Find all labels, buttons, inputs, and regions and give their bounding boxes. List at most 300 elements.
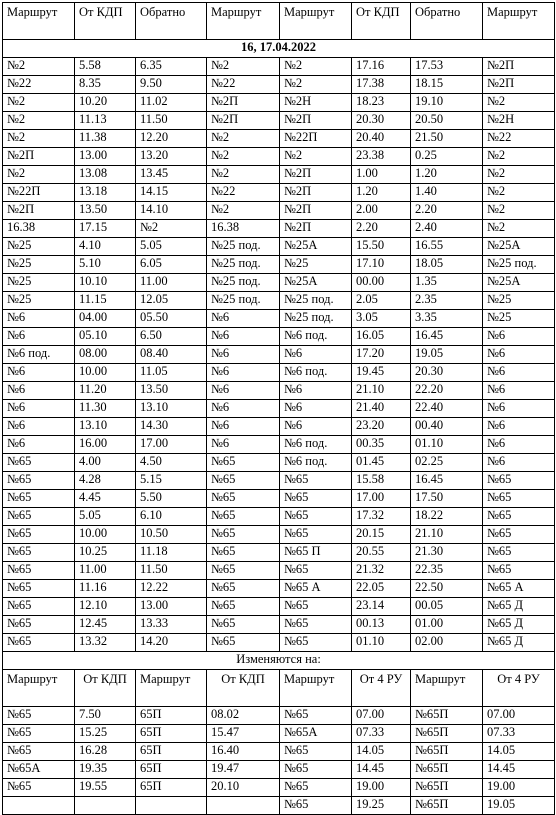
table-row-cell: 13.00 bbox=[75, 148, 136, 166]
table-row-cell: №6 bbox=[207, 310, 280, 328]
table-row bbox=[3, 76, 555, 94]
table-row-cell: 00.00 bbox=[352, 274, 411, 292]
table-row-cell: 23.14 bbox=[352, 598, 411, 616]
table-row bbox=[3, 274, 555, 292]
table-row-cell: 11.30 bbox=[75, 400, 136, 418]
table-row-cell: №2 bbox=[3, 112, 75, 130]
table-row-cell: 5.58 bbox=[75, 58, 136, 76]
table-row-cell: №25 под. bbox=[207, 292, 280, 310]
table-row bbox=[3, 454, 555, 472]
table-row-cell: 11.00 bbox=[136, 274, 207, 292]
changes-row-cell: №65 bbox=[3, 707, 75, 725]
table-row-cell: 13.08 bbox=[75, 166, 136, 184]
table-row-cell: 1.00 bbox=[352, 166, 411, 184]
table-row-cell: 11.18 bbox=[136, 544, 207, 562]
table-row-cell: 18.23 bbox=[352, 94, 411, 112]
table-row-cell: №6 под. bbox=[280, 454, 352, 472]
table-row bbox=[3, 58, 555, 76]
table-row-cell: №2П bbox=[483, 76, 555, 94]
table-row-cell: №65 bbox=[3, 544, 75, 562]
table-row-cell: №2 bbox=[3, 130, 75, 148]
table-row-cell: №2 bbox=[483, 94, 555, 112]
table-row-cell: 16.55 bbox=[411, 238, 483, 256]
table-row-cell: 12.10 bbox=[75, 598, 136, 616]
changes-row-cell: 65П bbox=[136, 707, 207, 725]
header-cell: Маршрут bbox=[3, 3, 75, 40]
table-row-cell: №6 под. bbox=[280, 364, 352, 382]
table-row-cell: 01.45 bbox=[352, 454, 411, 472]
table-row-cell: 6.50 bbox=[136, 328, 207, 346]
table-row-cell: №2П bbox=[207, 94, 280, 112]
table-row bbox=[3, 580, 555, 598]
table-row-cell: №65 bbox=[483, 472, 555, 490]
table-row-cell: 15.58 bbox=[352, 472, 411, 490]
table-row-cell: №2П bbox=[483, 58, 555, 76]
table-row-cell: №22 bbox=[207, 76, 280, 94]
table-row-cell: 10.10 bbox=[75, 274, 136, 292]
table-row-cell: 17.32 bbox=[352, 508, 411, 526]
table-row-cell: №65 bbox=[207, 472, 280, 490]
changes-row-cell bbox=[3, 797, 75, 815]
table-row bbox=[3, 634, 555, 652]
table-row-cell: №2П bbox=[280, 220, 352, 238]
table-row-cell: 08.00 bbox=[75, 346, 136, 364]
table-row-cell: 5.05 bbox=[136, 238, 207, 256]
table-row-cell: 22.35 bbox=[411, 562, 483, 580]
table-row-cell: №2П bbox=[280, 184, 352, 202]
table-row bbox=[3, 562, 555, 580]
table-row-cell: №25 под. bbox=[207, 256, 280, 274]
table-row bbox=[3, 202, 555, 220]
table-row-cell: №25 под. bbox=[280, 292, 352, 310]
table-row-cell: 6.05 bbox=[136, 256, 207, 274]
table-row-cell: 13.32 bbox=[75, 634, 136, 652]
changes-header-cell: От КДП bbox=[207, 670, 280, 707]
changes-row-cell: 19.35 bbox=[75, 761, 136, 779]
changes-row-cell: №65А bbox=[280, 725, 352, 743]
table-row-cell: №2Н bbox=[280, 94, 352, 112]
changes-row-cell: №65П bbox=[411, 725, 483, 743]
table-row-cell: 20.30 bbox=[411, 364, 483, 382]
table-row bbox=[3, 508, 555, 526]
table-row-cell: №2 bbox=[483, 184, 555, 202]
table-row-cell: 14.10 bbox=[136, 202, 207, 220]
table-row bbox=[3, 526, 555, 544]
table-row-cell: №65 bbox=[207, 454, 280, 472]
table-row-cell: №65 bbox=[280, 526, 352, 544]
table-row bbox=[3, 364, 555, 382]
table-row-cell: 4.10 bbox=[75, 238, 136, 256]
table-row-cell: №25А bbox=[483, 238, 555, 256]
table-row-cell: 4.50 bbox=[136, 454, 207, 472]
table-row-cell: №6 bbox=[3, 436, 75, 454]
table-row-cell: 20.30 bbox=[352, 112, 411, 130]
table-row-cell: 11.05 bbox=[136, 364, 207, 382]
table-row-cell: №25А bbox=[280, 274, 352, 292]
table-row-cell: 16.38 bbox=[207, 220, 280, 238]
table-row-cell: №6 bbox=[207, 364, 280, 382]
changes-caption-row bbox=[3, 652, 555, 670]
changes-row-cell: 19.25 bbox=[352, 797, 411, 815]
changes-row-cell: 14.45 bbox=[352, 761, 411, 779]
table-row-cell: 11.38 bbox=[75, 130, 136, 148]
table-row bbox=[3, 598, 555, 616]
changes-row-cell: №65 bbox=[280, 707, 352, 725]
changes-row-cell: 19.00 bbox=[352, 779, 411, 797]
table-row-cell: 02.00 bbox=[411, 634, 483, 652]
table-row bbox=[3, 436, 555, 454]
table-row-cell: №2 bbox=[207, 148, 280, 166]
changes-row-cell: №65 bbox=[3, 779, 75, 797]
table-row-cell: 3.35 bbox=[411, 310, 483, 328]
changes-row-cell: 19.55 bbox=[75, 779, 136, 797]
table-row-cell: №22П bbox=[280, 130, 352, 148]
changes-row-cell: 16.28 bbox=[75, 743, 136, 761]
table-row-cell: 01.10 bbox=[411, 436, 483, 454]
table-row-cell: №6 bbox=[3, 364, 75, 382]
table-row bbox=[3, 184, 555, 202]
table-row-cell: 21.10 bbox=[352, 382, 411, 400]
table-row-cell: №2 bbox=[207, 58, 280, 76]
table-row-cell: №25 bbox=[3, 292, 75, 310]
table-row-cell: 19.45 bbox=[352, 364, 411, 382]
table-row-cell: №65 bbox=[3, 490, 75, 508]
changes-header-cell: Маршрут bbox=[411, 670, 483, 707]
changes-row-cell: 07.00 bbox=[352, 707, 411, 725]
table-row-cell: 4.45 bbox=[75, 490, 136, 508]
table-row-cell: №2 bbox=[280, 76, 352, 94]
changes-row-cell: 20.10 bbox=[207, 779, 280, 797]
table-row-cell: 9.50 bbox=[136, 76, 207, 94]
table-row-cell: №65 П bbox=[280, 544, 352, 562]
table-row-cell: 6.10 bbox=[136, 508, 207, 526]
table-row-cell: №2П bbox=[280, 166, 352, 184]
table-row bbox=[3, 418, 555, 436]
changes-row-cell: №65П bbox=[411, 761, 483, 779]
table-row-cell: 11.02 bbox=[136, 94, 207, 112]
table-row bbox=[3, 400, 555, 418]
table-row-cell: №65 bbox=[483, 526, 555, 544]
changes-row-cell: 08.02 bbox=[207, 707, 280, 725]
table-row-cell: №65 Д bbox=[483, 634, 555, 652]
table-row-cell: №65 bbox=[207, 562, 280, 580]
table-row-cell: №65 bbox=[280, 472, 352, 490]
table-row-cell: 11.50 bbox=[136, 112, 207, 130]
changes-row-cell: 65П bbox=[136, 779, 207, 797]
table-row-cell: №25 bbox=[3, 256, 75, 274]
changes-row-cell: 14.45 bbox=[483, 761, 555, 779]
table-row-cell: №2 bbox=[207, 202, 280, 220]
table-row-cell: 11.16 bbox=[75, 580, 136, 598]
table-row-cell: №65 bbox=[3, 616, 75, 634]
table-row-cell: 18.15 bbox=[411, 76, 483, 94]
table-row-cell: 17.50 bbox=[411, 490, 483, 508]
table-row-cell: №25 bbox=[3, 274, 75, 292]
table-row-cell: №2 bbox=[280, 58, 352, 76]
table-row-cell: №2П bbox=[207, 112, 280, 130]
changes-row-cell bbox=[75, 797, 136, 815]
table-row-cell: №65 А bbox=[280, 580, 352, 598]
table-row-cell: 00.35 bbox=[352, 436, 411, 454]
table-row-cell: 10.00 bbox=[75, 526, 136, 544]
table-row-cell: №65 bbox=[280, 562, 352, 580]
table-row-cell: №6 bbox=[207, 346, 280, 364]
table-row-cell: 16.45 bbox=[411, 328, 483, 346]
table-row bbox=[3, 382, 555, 400]
table-row-cell: №6 bbox=[483, 328, 555, 346]
table-row-cell: №22 bbox=[207, 184, 280, 202]
changes-row bbox=[3, 779, 555, 797]
table-row bbox=[3, 238, 555, 256]
schedule-table bbox=[2, 2, 555, 815]
changes-row-cell: №65 bbox=[3, 743, 75, 761]
table-row-cell: №65 bbox=[207, 544, 280, 562]
header-cell: Обратно bbox=[136, 3, 207, 40]
table-row-cell: №6 bbox=[280, 382, 352, 400]
changes-row-cell: 16.40 bbox=[207, 743, 280, 761]
table-row-cell: 1.20 bbox=[352, 184, 411, 202]
table-row-cell: 16.05 bbox=[352, 328, 411, 346]
header-cell: От КДП bbox=[75, 3, 136, 40]
table-row-cell: №6 bbox=[3, 418, 75, 436]
changes-row bbox=[3, 743, 555, 761]
table-row-cell: 17.53 bbox=[411, 58, 483, 76]
table-row-cell: №65 bbox=[483, 562, 555, 580]
table-row-cell: 4.28 bbox=[75, 472, 136, 490]
table-row bbox=[3, 544, 555, 562]
table-row-cell: 2.35 bbox=[411, 292, 483, 310]
table-row-cell: 1.20 bbox=[411, 166, 483, 184]
changes-header-cell: Маршрут bbox=[280, 670, 352, 707]
changes-row-cell: 7.50 bbox=[75, 707, 136, 725]
table-row-cell: №25 bbox=[483, 292, 555, 310]
table-row-cell: 12.20 bbox=[136, 130, 207, 148]
table-row bbox=[3, 130, 555, 148]
table-row-cell: 5.10 bbox=[75, 256, 136, 274]
table-row-cell: №2 bbox=[280, 148, 352, 166]
table-row-cell: 14.20 bbox=[136, 634, 207, 652]
table-row-cell: №2 bbox=[3, 94, 75, 112]
changes-row-cell: 15.25 bbox=[75, 725, 136, 743]
table-row-cell: №2 bbox=[3, 166, 75, 184]
table-row-cell: №65 bbox=[3, 634, 75, 652]
table-row-cell: 2.40 bbox=[411, 220, 483, 238]
table-row-cell: №2 bbox=[483, 220, 555, 238]
table-row-cell: №6 bbox=[483, 454, 555, 472]
table-row-cell: 20.50 bbox=[411, 112, 483, 130]
table-row-cell: 16.45 bbox=[411, 472, 483, 490]
table-row bbox=[3, 166, 555, 184]
table-row-cell: №65 bbox=[483, 508, 555, 526]
table-row-cell: 1.35 bbox=[411, 274, 483, 292]
table-row-cell: 1.40 bbox=[411, 184, 483, 202]
table-row-cell: №6 bbox=[483, 382, 555, 400]
table-row-cell: №65 bbox=[207, 616, 280, 634]
table-row-cell: №65 bbox=[3, 598, 75, 616]
table-row-cell: 11.00 bbox=[75, 562, 136, 580]
table-row-cell: №6 под. bbox=[3, 346, 75, 364]
table-row-cell: №65 bbox=[207, 598, 280, 616]
changes-row-cell: №65П bbox=[411, 779, 483, 797]
table-row-cell: 22.50 bbox=[411, 580, 483, 598]
changes-row bbox=[3, 797, 555, 815]
table-row-cell: №65 bbox=[3, 580, 75, 598]
table-row-cell: 13.45 bbox=[136, 166, 207, 184]
table-row-cell: 2.20 bbox=[411, 202, 483, 220]
changes-row-cell: 65П bbox=[136, 743, 207, 761]
table-row-cell: №6 под. bbox=[280, 436, 352, 454]
table-row-cell: №65 bbox=[207, 580, 280, 598]
table-row-cell: №2 bbox=[483, 166, 555, 184]
changes-row-cell: №65П bbox=[411, 797, 483, 815]
header-cell: Маршрут bbox=[280, 3, 352, 40]
table-row-cell: №65 bbox=[207, 526, 280, 544]
table-row-cell: 10.20 bbox=[75, 94, 136, 112]
table-row-cell: №2 bbox=[3, 58, 75, 76]
table-row bbox=[3, 310, 555, 328]
table-row-cell: №65 bbox=[280, 508, 352, 526]
changes-row-cell: 19.47 bbox=[207, 761, 280, 779]
table-row-cell: 4.00 bbox=[75, 454, 136, 472]
table-row-cell: 13.10 bbox=[136, 400, 207, 418]
table-row-cell: 13.00 bbox=[136, 598, 207, 616]
changes-row-cell: 65П bbox=[136, 725, 207, 743]
table-row-cell: №6 bbox=[207, 400, 280, 418]
table-row-cell: №2 bbox=[207, 166, 280, 184]
changes-row-cell: 19.05 bbox=[483, 797, 555, 815]
table-row bbox=[3, 148, 555, 166]
table-row-cell: №65 А bbox=[483, 580, 555, 598]
table-row-cell: №65 bbox=[280, 634, 352, 652]
table-row bbox=[3, 220, 555, 238]
table-row-cell: №2 bbox=[136, 220, 207, 238]
table-row-cell: №6 под. bbox=[280, 328, 352, 346]
table-row-cell: 17.10 bbox=[352, 256, 411, 274]
table-row-cell: 14.15 bbox=[136, 184, 207, 202]
table-row-cell: 16.38 bbox=[3, 220, 75, 238]
table-row-cell: №6 bbox=[483, 400, 555, 418]
table-row-cell: №6 bbox=[280, 346, 352, 364]
table-row-cell: 19.10 bbox=[411, 94, 483, 112]
table-row-cell: 01.10 bbox=[352, 634, 411, 652]
changes-row-cell bbox=[136, 797, 207, 815]
table-row-cell: №6 bbox=[3, 310, 75, 328]
table-row-cell: 00.40 bbox=[411, 418, 483, 436]
header-row bbox=[3, 3, 555, 40]
table-row-cell: №65 bbox=[280, 490, 352, 508]
table-row-cell: 21.10 bbox=[411, 526, 483, 544]
table-row bbox=[3, 472, 555, 490]
table-row bbox=[3, 94, 555, 112]
table-row bbox=[3, 112, 555, 130]
changes-row-cell: 07.00 bbox=[483, 707, 555, 725]
table-row-cell: 22.40 bbox=[411, 400, 483, 418]
table-row-cell: 10.25 bbox=[75, 544, 136, 562]
table-row-cell: №65 bbox=[280, 616, 352, 634]
table-row-cell: 8.35 bbox=[75, 76, 136, 94]
table-row-cell: 13.20 bbox=[136, 148, 207, 166]
changes-header-cell: Маршрут bbox=[3, 670, 75, 707]
table-row-cell: №6 bbox=[483, 346, 555, 364]
header-cell: От КДП bbox=[352, 3, 411, 40]
table-row-cell: №6 bbox=[280, 400, 352, 418]
table-row-cell: №65 bbox=[3, 454, 75, 472]
table-row-cell: №65 bbox=[483, 490, 555, 508]
changes-header-row bbox=[3, 670, 555, 707]
table-row-cell: 05.10 bbox=[75, 328, 136, 346]
header-cell: Обратно bbox=[411, 3, 483, 40]
changes-row-cell: 14.05 bbox=[352, 743, 411, 761]
table-row-cell: 2.20 bbox=[352, 220, 411, 238]
changes-header-cell: От КДП bbox=[75, 670, 136, 707]
table-row-cell: 3.05 bbox=[352, 310, 411, 328]
table-row-cell: 17.00 bbox=[352, 490, 411, 508]
table-row-cell: №65 bbox=[207, 634, 280, 652]
table-row-cell: 5.05 bbox=[75, 508, 136, 526]
changes-title: Изменяются на: bbox=[3, 652, 555, 670]
changes-row-cell: 07.33 bbox=[483, 725, 555, 743]
table-row-cell: 23.38 bbox=[352, 148, 411, 166]
table-row-cell: 15.50 bbox=[352, 238, 411, 256]
table-row-cell: №6 bbox=[483, 364, 555, 382]
table-row-cell: 22.20 bbox=[411, 382, 483, 400]
table-row-cell: №25 под. bbox=[483, 256, 555, 274]
table-row-cell: 12.22 bbox=[136, 580, 207, 598]
table-row-cell: №65 bbox=[207, 508, 280, 526]
table-row bbox=[3, 490, 555, 508]
table-row-cell: 17.15 bbox=[75, 220, 136, 238]
table-row-cell: 00.13 bbox=[352, 616, 411, 634]
table-row-cell: 21.32 bbox=[352, 562, 411, 580]
table-row-cell: 0.25 bbox=[411, 148, 483, 166]
changes-row-cell: №65 bbox=[280, 797, 352, 815]
table-row-cell: 17.20 bbox=[352, 346, 411, 364]
table-row-cell: 01.00 bbox=[411, 616, 483, 634]
table-row-cell: 21.40 bbox=[352, 400, 411, 418]
table-row-cell: №2П bbox=[3, 148, 75, 166]
table-row-cell: №6 bbox=[207, 418, 280, 436]
changes-row-cell: №65 bbox=[280, 743, 352, 761]
changes-header-cell: Маршрут bbox=[136, 670, 207, 707]
table-row-cell: №2 bbox=[483, 202, 555, 220]
table-row-cell: 10.50 bbox=[136, 526, 207, 544]
table-row-cell: №65 bbox=[3, 526, 75, 544]
table-row-cell: №6 bbox=[207, 382, 280, 400]
table-row-cell: 18.05 bbox=[411, 256, 483, 274]
table-row-cell: 21.30 bbox=[411, 544, 483, 562]
changes-row-cell: 19.00 bbox=[483, 779, 555, 797]
table-row bbox=[3, 292, 555, 310]
table-row-cell: №2П bbox=[3, 202, 75, 220]
table-row-cell: №25 bbox=[280, 256, 352, 274]
table-row-cell: №6 bbox=[3, 328, 75, 346]
table-row-cell: 21.50 bbox=[411, 130, 483, 148]
table-row-cell: 6.35 bbox=[136, 58, 207, 76]
table-row-cell: №25А bbox=[483, 274, 555, 292]
changes-row-cell bbox=[207, 797, 280, 815]
table-row-cell: 20.55 bbox=[352, 544, 411, 562]
table-row-cell: 13.10 bbox=[75, 418, 136, 436]
table-row-cell: 12.45 bbox=[75, 616, 136, 634]
changes-row-cell: 07.33 bbox=[352, 725, 411, 743]
table-row-cell: №65 bbox=[3, 508, 75, 526]
table-row-cell: 11.13 bbox=[75, 112, 136, 130]
table-row-cell: №6 bbox=[207, 436, 280, 454]
table-row-cell: №25 bbox=[483, 310, 555, 328]
table-row-cell: №6 bbox=[280, 418, 352, 436]
table-row-cell: 17.16 bbox=[352, 58, 411, 76]
table-row-cell: 2.00 bbox=[352, 202, 411, 220]
